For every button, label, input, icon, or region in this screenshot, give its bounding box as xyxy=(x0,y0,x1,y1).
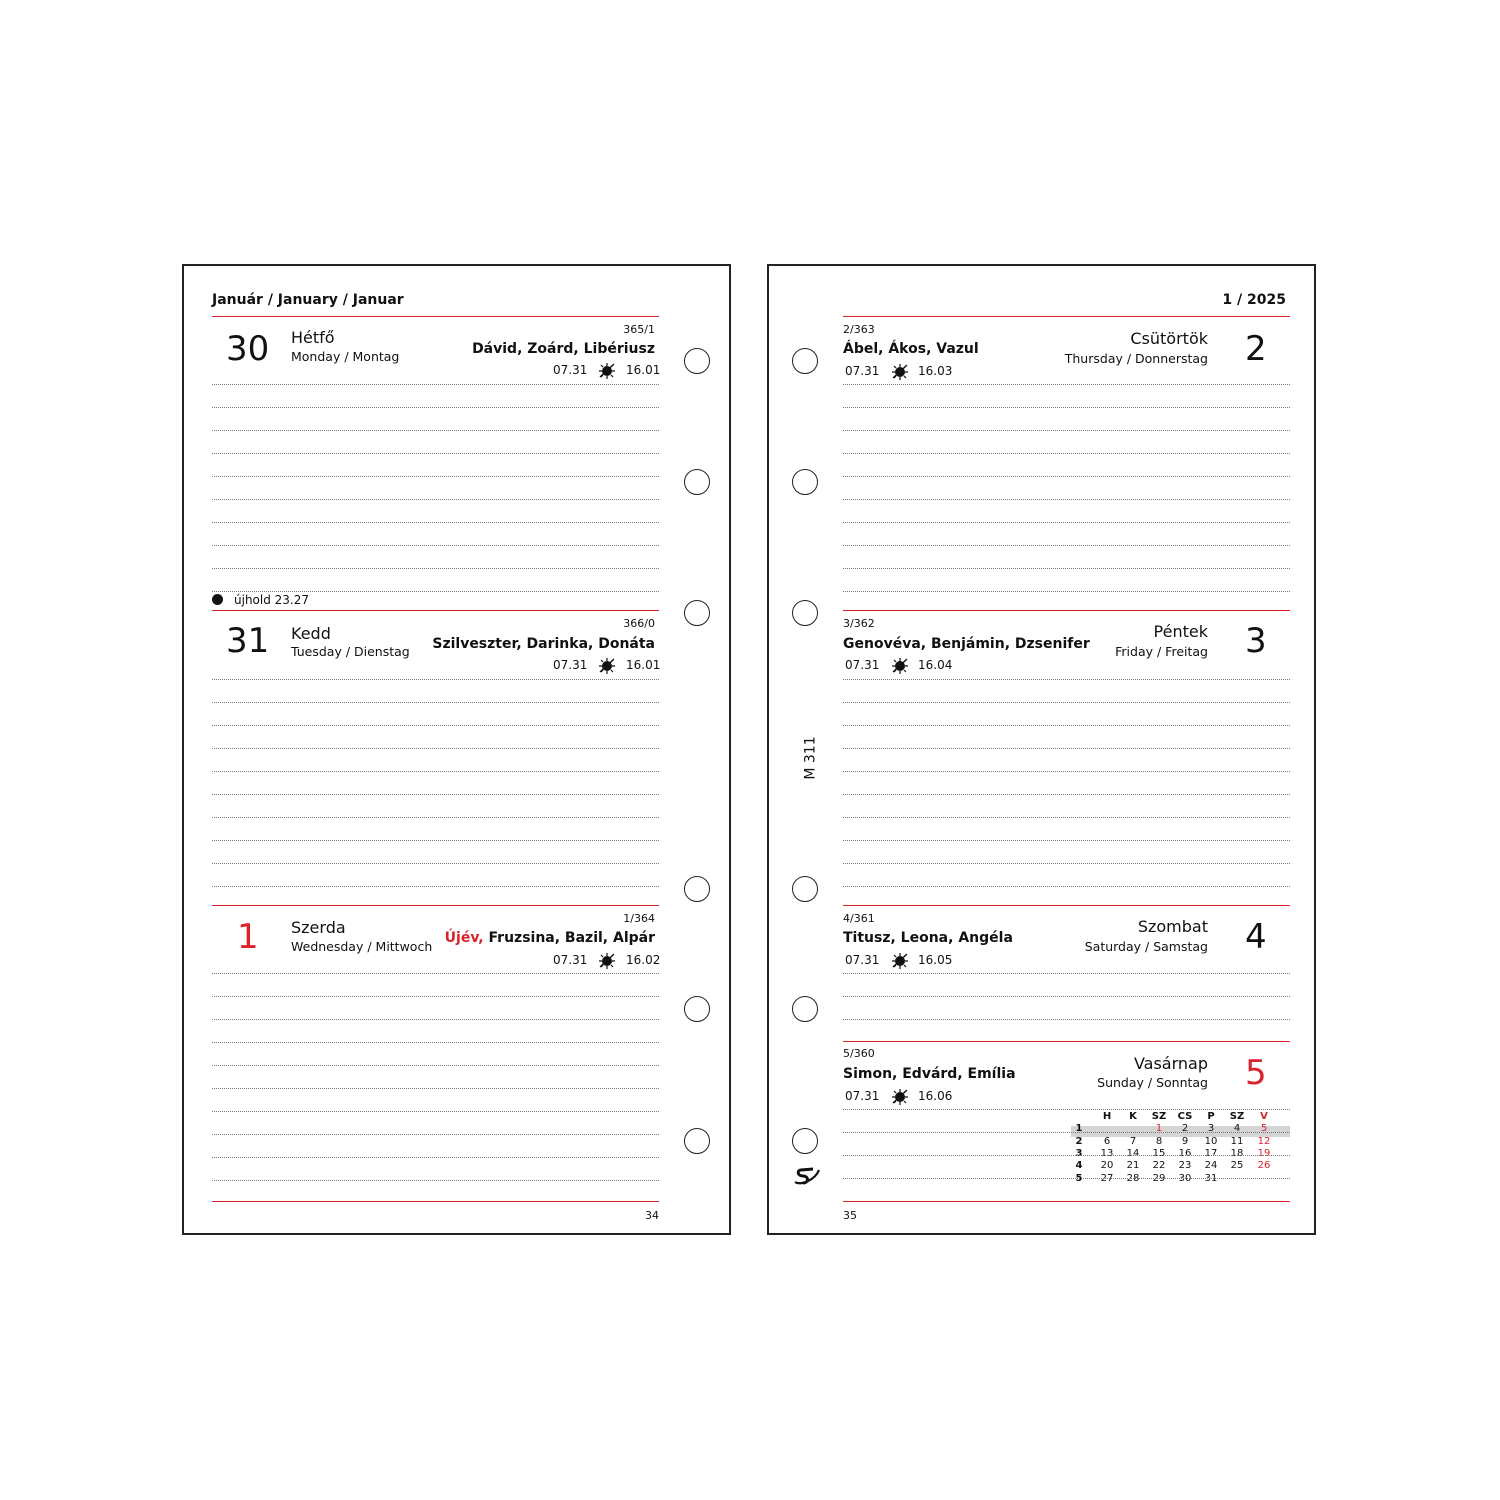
bottom-divider xyxy=(212,1201,659,1202)
sunset-time: 16.05 xyxy=(918,953,953,967)
day-of-year: 4/361 xyxy=(843,912,875,925)
holiday-label: Újév, xyxy=(444,930,484,946)
mini-cal-day: 9 xyxy=(1181,1135,1189,1147)
writing-line[interactable] xyxy=(843,522,1290,523)
mini-cal-week-number: 1 xyxy=(1075,1123,1083,1135)
binder-hole xyxy=(792,469,818,495)
mini-cal-day: 22 xyxy=(1152,1160,1166,1172)
writing-line[interactable] xyxy=(212,863,659,864)
writing-line[interactable] xyxy=(212,453,659,454)
mini-cal-week-number: 4 xyxy=(1075,1160,1083,1172)
writing-line[interactable] xyxy=(843,1132,1290,1133)
sun-icon xyxy=(596,360,618,380)
writing-line[interactable] xyxy=(212,545,659,546)
mini-cal-day: 11 xyxy=(1230,1135,1244,1147)
day-name-translation: Tuesday / Dienstag xyxy=(291,644,410,659)
page-number: 34 xyxy=(645,1209,659,1222)
day-of-year: 3/362 xyxy=(843,617,875,630)
day-of-year: 2/363 xyxy=(843,323,875,336)
mini-cal-day: 28 xyxy=(1126,1172,1140,1184)
sun-icon xyxy=(889,655,911,675)
writing-line[interactable] xyxy=(843,430,1290,431)
writing-line[interactable] xyxy=(843,840,1290,841)
sunrise-time: 07.31 xyxy=(845,953,880,967)
writing-line[interactable] xyxy=(212,794,659,795)
mini-cal-day: 21 xyxy=(1126,1160,1140,1172)
writing-line[interactable] xyxy=(843,886,1290,887)
writing-line[interactable] xyxy=(843,1109,1290,1110)
mini-cal-day: 16 xyxy=(1178,1147,1192,1159)
writing-line[interactable] xyxy=(843,973,1290,974)
mini-cal-day: 23 xyxy=(1178,1160,1192,1172)
writing-line[interactable] xyxy=(843,748,1290,749)
day-name-translation: Saturday / Samstag xyxy=(1084,939,1208,954)
writing-line[interactable] xyxy=(212,1088,659,1089)
writing-line[interactable] xyxy=(843,453,1290,454)
mini-cal-day: 5 xyxy=(1260,1123,1268,1135)
day-name: Szerda xyxy=(291,918,346,937)
writing-line[interactable] xyxy=(212,725,659,726)
writing-line[interactable] xyxy=(843,476,1290,477)
mini-cal-header: CS xyxy=(1177,1111,1193,1122)
namedays: Szilveszter, Darinka, Donáta xyxy=(432,636,655,652)
mini-cal-day: 17 xyxy=(1204,1147,1218,1159)
writing-line[interactable] xyxy=(212,522,659,523)
mini-cal-week-number: 2 xyxy=(1075,1135,1083,1147)
day-name: Vasárnap xyxy=(1133,1054,1208,1073)
mini-cal-day: 31 xyxy=(1204,1172,1218,1184)
sunrise-time: 07.31 xyxy=(845,364,880,378)
sun-icon xyxy=(596,950,618,970)
mini-cal-day: 26 xyxy=(1257,1160,1271,1172)
writing-line[interactable] xyxy=(212,679,659,680)
writing-line[interactable] xyxy=(212,771,659,772)
mini-cal-header: SZ xyxy=(1151,1111,1167,1122)
mini-cal-day: 24 xyxy=(1204,1160,1218,1172)
writing-line[interactable] xyxy=(212,384,659,385)
day-name: Péntek xyxy=(1153,622,1208,641)
sunrise-time: 07.31 xyxy=(845,1089,880,1103)
month-header: Január / January / Januar xyxy=(212,292,404,308)
day-number: 1 xyxy=(237,917,259,957)
writing-line[interactable] xyxy=(843,863,1290,864)
writing-line[interactable] xyxy=(212,1065,659,1066)
mini-cal-day: 15 xyxy=(1152,1147,1166,1159)
day-name: Kedd xyxy=(291,624,331,643)
day-name: Hétfő xyxy=(291,328,335,347)
day-divider xyxy=(843,905,1290,906)
sun-icon xyxy=(889,361,911,381)
mini-cal-header: K xyxy=(1129,1111,1137,1122)
mini-cal-day: 20 xyxy=(1100,1160,1114,1172)
mini-cal-week-number: 3 xyxy=(1075,1147,1083,1159)
mini-cal-day: 12 xyxy=(1257,1135,1271,1147)
mini-cal-day: 1 xyxy=(1155,1123,1163,1135)
day-number: 30 xyxy=(226,329,270,369)
writing-line[interactable] xyxy=(212,1134,659,1135)
writing-line[interactable] xyxy=(843,1019,1290,1020)
binder-hole xyxy=(792,996,818,1022)
day-number: 31 xyxy=(226,621,270,661)
writing-line[interactable] xyxy=(843,1155,1290,1156)
writing-line[interactable] xyxy=(843,771,1290,772)
spine-code: M 311 xyxy=(802,736,819,780)
day-divider xyxy=(212,905,659,906)
writing-line[interactable] xyxy=(843,545,1290,546)
writing-line[interactable] xyxy=(843,499,1290,500)
writing-line[interactable] xyxy=(212,591,659,592)
sunset-time: 16.01 xyxy=(626,658,661,672)
mini-cal-day: 3 xyxy=(1207,1123,1215,1135)
namedays: Ábel, Ákos, Vazul xyxy=(843,341,979,357)
day-divider xyxy=(843,610,1290,611)
day-name: Szombat xyxy=(1137,917,1208,936)
writing-line[interactable] xyxy=(843,794,1290,795)
month-year-header: 1 / 2025 xyxy=(1222,292,1286,308)
day-name: Csütörtök xyxy=(1130,329,1208,348)
sunrise-time: 07.31 xyxy=(553,363,588,377)
mini-cal-day: 10 xyxy=(1204,1135,1218,1147)
day-name-translation: Monday / Montag xyxy=(291,349,400,364)
day-name-translation: Thursday / Donnerstag xyxy=(1064,351,1208,366)
mini-cal-day: 30 xyxy=(1178,1172,1192,1184)
writing-line[interactable] xyxy=(843,679,1290,680)
sunset-time: 16.04 xyxy=(918,658,953,672)
namedays: Újév, Fruzsina, Bazil, Alpár xyxy=(444,930,655,946)
day-divider xyxy=(212,610,659,611)
binder-hole xyxy=(684,996,710,1022)
binder-hole xyxy=(684,1128,710,1154)
writing-line[interactable] xyxy=(212,1180,659,1181)
writing-line[interactable] xyxy=(843,407,1290,408)
mini-cal-day: 29 xyxy=(1152,1172,1166,1184)
writing-line[interactable] xyxy=(212,1019,659,1020)
moon-phase-note: újhold 23.27 xyxy=(234,593,310,607)
sunset-time: 16.01 xyxy=(626,363,661,377)
mini-cal-header: P xyxy=(1207,1111,1215,1122)
binder-hole xyxy=(684,600,710,626)
mini-cal-header: V xyxy=(1260,1111,1268,1122)
writing-line[interactable] xyxy=(212,1157,659,1158)
writing-line[interactable] xyxy=(212,996,659,997)
mini-cal-day: 27 xyxy=(1100,1172,1114,1184)
day-of-year: 5/360 xyxy=(843,1047,875,1060)
day-number: 2 xyxy=(1245,329,1267,369)
top-divider xyxy=(843,316,1290,317)
writing-line[interactable] xyxy=(212,568,659,569)
sunset-time: 16.02 xyxy=(626,953,661,967)
sunrise-time: 07.31 xyxy=(553,953,588,967)
writing-line[interactable] xyxy=(843,568,1290,569)
sun-icon xyxy=(596,655,618,675)
page-number: 35 xyxy=(843,1209,857,1222)
namedays: Titusz, Leona, Angéla xyxy=(843,930,1013,946)
day-name-translation: Wednesday / Mittwoch xyxy=(291,939,433,954)
sunset-time: 16.06 xyxy=(918,1089,953,1103)
day-of-year: 1/364 xyxy=(623,912,655,925)
binder-hole xyxy=(684,876,710,902)
binder-hole xyxy=(792,876,818,902)
namedays: Genovéva, Benjámin, Dzsenifer xyxy=(843,636,1090,652)
sun-icon xyxy=(889,1086,911,1106)
mini-cal-day: 25 xyxy=(1230,1160,1244,1172)
sunset-time: 16.03 xyxy=(918,364,953,378)
mini-cal-day: 18 xyxy=(1230,1147,1244,1159)
writing-line[interactable] xyxy=(212,840,659,841)
writing-line[interactable] xyxy=(843,702,1290,703)
writing-line[interactable] xyxy=(212,476,659,477)
brand-logo-icon xyxy=(791,1164,823,1188)
mini-cal-day: 2 xyxy=(1181,1123,1189,1135)
mini-cal-day: 6 xyxy=(1103,1135,1111,1147)
mini-cal-header: H xyxy=(1102,1111,1112,1122)
mini-cal-header: SZ xyxy=(1229,1111,1245,1122)
binder-hole xyxy=(684,469,710,495)
writing-line[interactable] xyxy=(212,886,659,887)
writing-line[interactable] xyxy=(843,591,1290,592)
writing-line[interactable] xyxy=(843,384,1290,385)
writing-line[interactable] xyxy=(212,430,659,431)
left-planner-page xyxy=(182,264,731,1235)
namedays: Dávid, Zoárd, Libériusz xyxy=(472,341,655,357)
mini-cal-day: 14 xyxy=(1126,1147,1140,1159)
mini-cal-day: 19 xyxy=(1257,1147,1271,1159)
writing-line[interactable] xyxy=(212,1042,659,1043)
mini-cal-day: 13 xyxy=(1100,1147,1114,1159)
binder-hole xyxy=(684,348,710,374)
day-name-translation: Friday / Freitag xyxy=(1115,644,1208,659)
sunrise-time: 07.31 xyxy=(553,658,588,672)
day-name-translation: Sunday / Sonntag xyxy=(1097,1075,1208,1090)
day-divider xyxy=(843,1041,1290,1042)
day-of-year: 366/0 xyxy=(623,617,655,630)
sun-icon xyxy=(889,950,911,970)
writing-line[interactable] xyxy=(212,407,659,408)
writing-line[interactable] xyxy=(843,1178,1290,1179)
day-number: 4 xyxy=(1245,917,1267,957)
sunrise-time: 07.31 xyxy=(845,658,880,672)
mini-cal-day: 4 xyxy=(1233,1123,1241,1135)
writing-line[interactable] xyxy=(843,725,1290,726)
writing-line[interactable] xyxy=(212,973,659,974)
writing-line[interactable] xyxy=(212,702,659,703)
mini-cal-week-number: 5 xyxy=(1075,1172,1083,1184)
right-planner-page xyxy=(767,264,1316,1235)
new-moon-icon xyxy=(212,594,223,605)
writing-line[interactable] xyxy=(212,1111,659,1112)
writing-line[interactable] xyxy=(212,499,659,500)
top-divider xyxy=(212,316,659,317)
day-number: 5 xyxy=(1245,1053,1267,1093)
day-of-year: 365/1 xyxy=(623,323,655,336)
binder-hole xyxy=(792,348,818,374)
binder-hole xyxy=(792,600,818,626)
writing-line[interactable] xyxy=(212,748,659,749)
writing-line[interactable] xyxy=(843,817,1290,818)
mini-cal-day: 7 xyxy=(1129,1135,1137,1147)
mini-cal-day: 8 xyxy=(1155,1135,1163,1147)
writing-line[interactable] xyxy=(212,817,659,818)
bottom-divider xyxy=(843,1201,1290,1202)
writing-line[interactable] xyxy=(843,996,1290,997)
day-number: 3 xyxy=(1245,621,1267,661)
binder-hole xyxy=(792,1128,818,1154)
namedays: Simon, Edvárd, Emília xyxy=(843,1066,1016,1082)
